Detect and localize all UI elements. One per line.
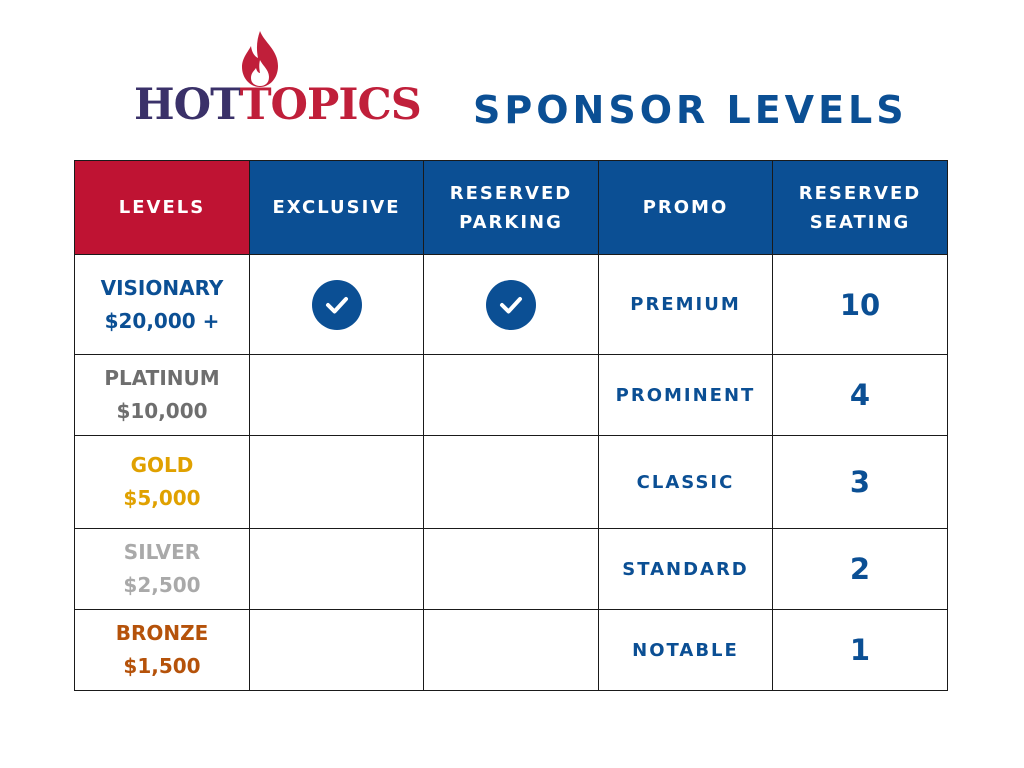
exclusive-cell [250, 610, 424, 691]
seating-cell [773, 529, 948, 610]
seating-value: 3 [849, 465, 871, 499]
promo-value: NOTABLE [632, 639, 739, 661]
seating-cell [773, 255, 948, 355]
header-reserved-parking [424, 161, 599, 255]
level-amount: $10,000 [116, 399, 208, 423]
promo-cell [599, 610, 773, 691]
header-seating-line2: SEATING [809, 211, 911, 233]
sponsor-levels-table [74, 160, 948, 691]
hot-topics-logo [134, 30, 434, 130]
header-row [75, 161, 948, 255]
header-seating-line1: RESERVED [798, 182, 922, 204]
level-amount: $5,000 [123, 486, 201, 510]
seating-value: 1 [849, 633, 871, 667]
check-circle-icon [312, 280, 362, 330]
page-title: SPONSOR LEVELS [473, 88, 908, 132]
logo-hot-text: HOT [134, 80, 240, 130]
level-name: SILVER [123, 540, 201, 564]
header-levels-label: LEVELS [118, 197, 206, 218]
level-amount: $2,500 [123, 573, 201, 597]
header-parking-line2: PARKING [459, 211, 563, 233]
level-amount: $1,500 [123, 654, 201, 678]
parking-cell [424, 436, 599, 529]
promo-cell [599, 436, 773, 529]
seating-cell [773, 355, 948, 436]
header-parking-line1: RESERVED [449, 182, 573, 204]
promo-value: CLASSIC [636, 471, 735, 493]
promo-cell [599, 255, 773, 355]
header-exclusive-label: EXCLUSIVE [272, 197, 401, 218]
table-row [75, 610, 948, 691]
header-promo [599, 161, 773, 255]
level-amount: $20,000 + [104, 308, 220, 333]
level-cell [75, 529, 250, 610]
promo-cell [599, 529, 773, 610]
seating-value: 2 [849, 552, 871, 586]
level-cell [75, 610, 250, 691]
header-exclusive [250, 161, 424, 255]
logo-wordmark [134, 80, 421, 130]
table-row [75, 355, 948, 436]
header-levels [75, 161, 250, 255]
header-promo-label: PROMO [642, 197, 729, 218]
promo-value: PROMINENT [615, 384, 756, 406]
table-row [75, 255, 948, 355]
exclusive-cell [250, 529, 424, 610]
exclusive-cell [250, 436, 424, 529]
level-name: PLATINUM [104, 366, 220, 390]
level-name: BRONZE [115, 621, 209, 645]
exclusive-cell [250, 355, 424, 436]
exclusive-cell [250, 255, 424, 355]
header-reserved-seating [773, 161, 948, 255]
promo-cell [599, 355, 773, 436]
seating-cell [773, 610, 948, 691]
parking-cell [424, 610, 599, 691]
seating-value: 4 [849, 378, 871, 412]
level-cell [75, 255, 250, 355]
promo-value: STANDARD [622, 558, 749, 580]
parking-cell [424, 529, 599, 610]
check-circle-icon [486, 280, 536, 330]
level-cell [75, 436, 250, 529]
logo-topics-text: TOPICS [239, 80, 421, 130]
seating-value: 10 [839, 287, 881, 322]
parking-cell [424, 255, 599, 355]
table-row [75, 529, 948, 610]
level-name: GOLD [130, 453, 194, 477]
level-cell [75, 355, 250, 436]
promo-value: PREMIUM [630, 294, 741, 315]
level-name: VISIONARY [100, 275, 224, 300]
seating-cell [773, 436, 948, 529]
table-row [75, 436, 948, 529]
parking-cell [424, 355, 599, 436]
